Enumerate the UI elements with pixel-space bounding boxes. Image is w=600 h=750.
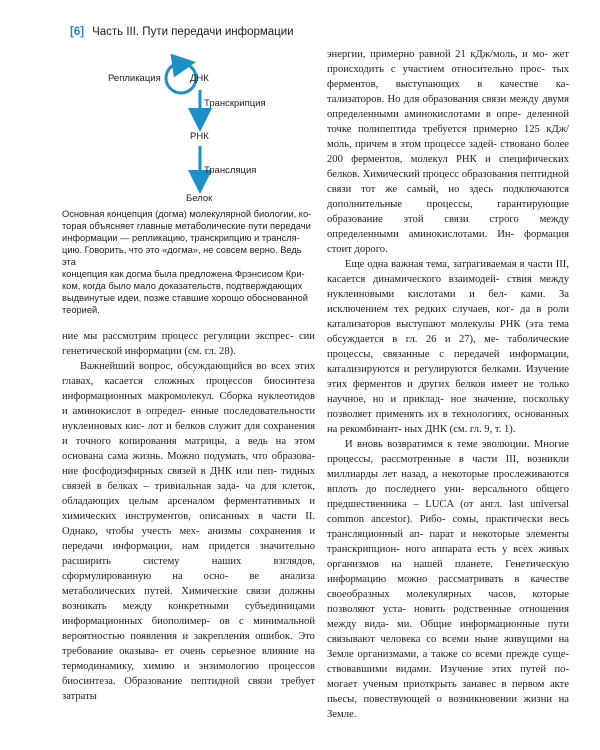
text-line: белков имеет не только научное, но и приклад- (327, 379, 570, 405)
text-line: жизни на Земле. (327, 694, 569, 720)
paragraph (327, 437, 569, 722)
translation-label: Трансляция (204, 165, 257, 176)
text-line: Важнейший вопрос, обсуждающийся во (80, 361, 267, 372)
text-line: копирования матрицы, а ведь на этом основана (62, 436, 315, 462)
text-line: можно рассматривать в качестве своеобразных (327, 574, 569, 600)
text-line: ками. За исключением тех редких случаев, ког- (327, 289, 569, 315)
caption-line: выдвинутые идеи, позже ставшие хорошо обоснованной (62, 293, 308, 303)
text-line: энергии, примерно равной 21 кДж/моль, и мо- (327, 49, 548, 60)
text-line: ние фосфодиэфирных связей в ДНК или пеп- (62, 466, 277, 477)
caption-line: концепция как догма была предложена Фрэнсисом Кри- (62, 269, 305, 279)
text-line: информации, катализируются и регулируются (327, 349, 569, 375)
text-line: ов с минимальной вероятностью появления и (62, 616, 315, 642)
caption-line: информации — репликацию, транскрипцию и трансля- (62, 233, 300, 243)
text-line: связи должны возникать между конкретными (62, 586, 315, 612)
text-line: возникли миллиарды лет назад, а некоторые (327, 454, 569, 480)
text-line: белками. Изучение этих ферментов и других (327, 364, 570, 390)
text-line: (от англ. last universal common ancestor). Рибо- (327, 499, 569, 525)
text-line: ных ДНК (см. гл. 9, т. 1). (404, 424, 516, 435)
text-line: лот и белков служит для сохранения и точного (62, 421, 315, 447)
text-line: биосинтеза информационных макромолекул. (62, 376, 315, 402)
text-line: Многие процессы, рассмотренные в части III, (327, 439, 569, 465)
caption-line: ком, когда было мало доказательств, подтверждающих (62, 281, 303, 291)
caption-line: цию. Говорить, что это «догма», не совсем верно. Ведь эта (62, 245, 302, 267)
text-line: Еще одна важная тема, затрагиваемая в (345, 259, 525, 270)
text-line: наших взглядов, сформулированную на осно- (62, 556, 315, 582)
left-column-text (62, 329, 315, 704)
text-line: Сборка нуклеотидов и аминокислот в определ- (62, 391, 315, 417)
text-line: ное значение, поскольку позволяет применять (327, 394, 569, 420)
text-line: Образование пептидной связи требует затраты (62, 676, 315, 702)
text-line: ствовавшими видами. Изучение этих путей по- (327, 664, 569, 675)
text-line: нам придется значительно расширить систему (62, 541, 315, 567)
replication-label: Репликация (108, 73, 161, 84)
text-line: формация стоит дорого. (327, 229, 569, 255)
text-line: гарантирующие образование этой связи строго (327, 199, 569, 225)
right-column-text (327, 47, 569, 722)
text-line: всех этих главах, касается сложных процессов (62, 361, 316, 387)
text-line: здесь подключаются дополнительные процессы, (327, 184, 569, 210)
text-line: РНК (эта тема обсуждается в гл. 26 и 27), ме- (327, 319, 569, 345)
paragraph (327, 47, 569, 257)
text-line: ми. Общие информационные пути связывают (327, 619, 569, 645)
paragraph (62, 329, 315, 359)
text-line: ствия между нуклеиновыми кислотами и бел- (327, 274, 569, 300)
page-number: [6] (70, 26, 85, 38)
figure-caption (62, 208, 315, 316)
text-line: и специфических белков. Химический процесс (327, 154, 570, 180)
text-line: ет очень серьезное влияние на термодинамику, (62, 646, 315, 672)
text-line: анизмы сохранения и передачи информации, (62, 526, 315, 552)
replication-arrow (183, 63, 190, 64)
text-line: ве анализа метаболических путей. Химические (62, 571, 315, 597)
text-line: версального общего предшественника – LUCA (327, 484, 569, 510)
text-line: ствовано более 200 ферментов, молекул РНК (327, 139, 569, 165)
text-line: двумя определенными аминокислотами в опре- (327, 94, 569, 120)
text-line: енные последовательности нуклеиновых кис- (62, 406, 315, 432)
text-line: субъединицами информационных биополимер- (62, 601, 315, 627)
protein-label: Белок (186, 193, 213, 204)
text-line: части III, касается динамического взаимодей- (327, 259, 569, 285)
text-line: прослеживаются вплоть до последнего уни- (327, 469, 569, 495)
text-line: акте пьесы, повествующей о возникновении (327, 679, 569, 705)
paragraph (327, 257, 569, 437)
text-line: ча для клеток, обладающих целым арсеналом (62, 481, 315, 507)
text-line: организмами, а также со всеми прежде суще- (357, 649, 569, 660)
text-line: образования пептидной связи тот же самый, но (327, 169, 569, 195)
caption-line: Основная концепция (догма) молекулярной биологии, ко- (62, 209, 312, 219)
caption-line: теорией. (62, 305, 100, 315)
text-line: описанных в части II. Однако, чтобы учесть мех- (62, 511, 315, 537)
text-line: деленной точке полипептида требуется примерно (327, 109, 569, 135)
text-line: могает ученым приоткрыть занавес в первом (327, 679, 545, 690)
caption-line: торая объясняет главные метаболические пути передачи (62, 221, 311, 231)
text-line: ферментативных и химических инструментов, (62, 496, 315, 522)
text-line: новить родственные отношения между вида- (327, 604, 569, 630)
text-line: тидных связей в белках – тривиальная зада- (62, 466, 315, 492)
text-line: 125 кДж/моль, причем в этом процессе задей- (327, 124, 569, 150)
text-line: парат и некоторые элементы транскрипцион- (327, 529, 569, 555)
text-line: их в технологиях, основанных на рекомбинант- (327, 409, 569, 435)
text-line: таболические процессы, связанные с передачей (327, 334, 569, 360)
text-line: сама жизнь. Можно подумать, что образова- (107, 451, 315, 462)
text-line: человека со всеми ныне живущими на Земле (327, 634, 569, 660)
text-line: между определенными аминокислотами. Ин- (327, 214, 569, 240)
text-line: И вновь возвратимся к теме эволюции. (345, 439, 530, 450)
transcription-label: Транскрипция (204, 98, 266, 109)
text-line: ние мы рассмотрим процесс регуляции экспрес- (62, 331, 294, 342)
text-line: сии генетической информации (см. гл. 28). (62, 331, 315, 357)
paragraph (62, 359, 315, 704)
text-line: тых ферментов, выступающих в качестве ка- (327, 64, 569, 90)
text-line: жет происходить с участием относительно прос- (327, 49, 569, 75)
text-line: да в роли катализаторов выступают молекулы (327, 304, 569, 330)
text-line: химию и энзимологию процессов биосинтеза. (62, 661, 315, 687)
text-line: молекулярных часов, которые позволяют уста- (327, 589, 569, 615)
dna-label: ДНК (190, 73, 209, 84)
text-line: тализаторов. Но для образования связи между (327, 94, 539, 105)
text-line: ного аппарата есть у всех живых организмов (327, 544, 569, 570)
text-line: закрепления ошибок. Это требование оказыва- (62, 631, 315, 657)
text-line: сомы, практически весь трансляционный ап- (327, 514, 569, 540)
text-line: на нашей планете. Генетическую информацию (327, 559, 569, 585)
part-title: Часть III. Пути передачи информации (92, 26, 294, 38)
rna-label: РНК (190, 131, 209, 142)
